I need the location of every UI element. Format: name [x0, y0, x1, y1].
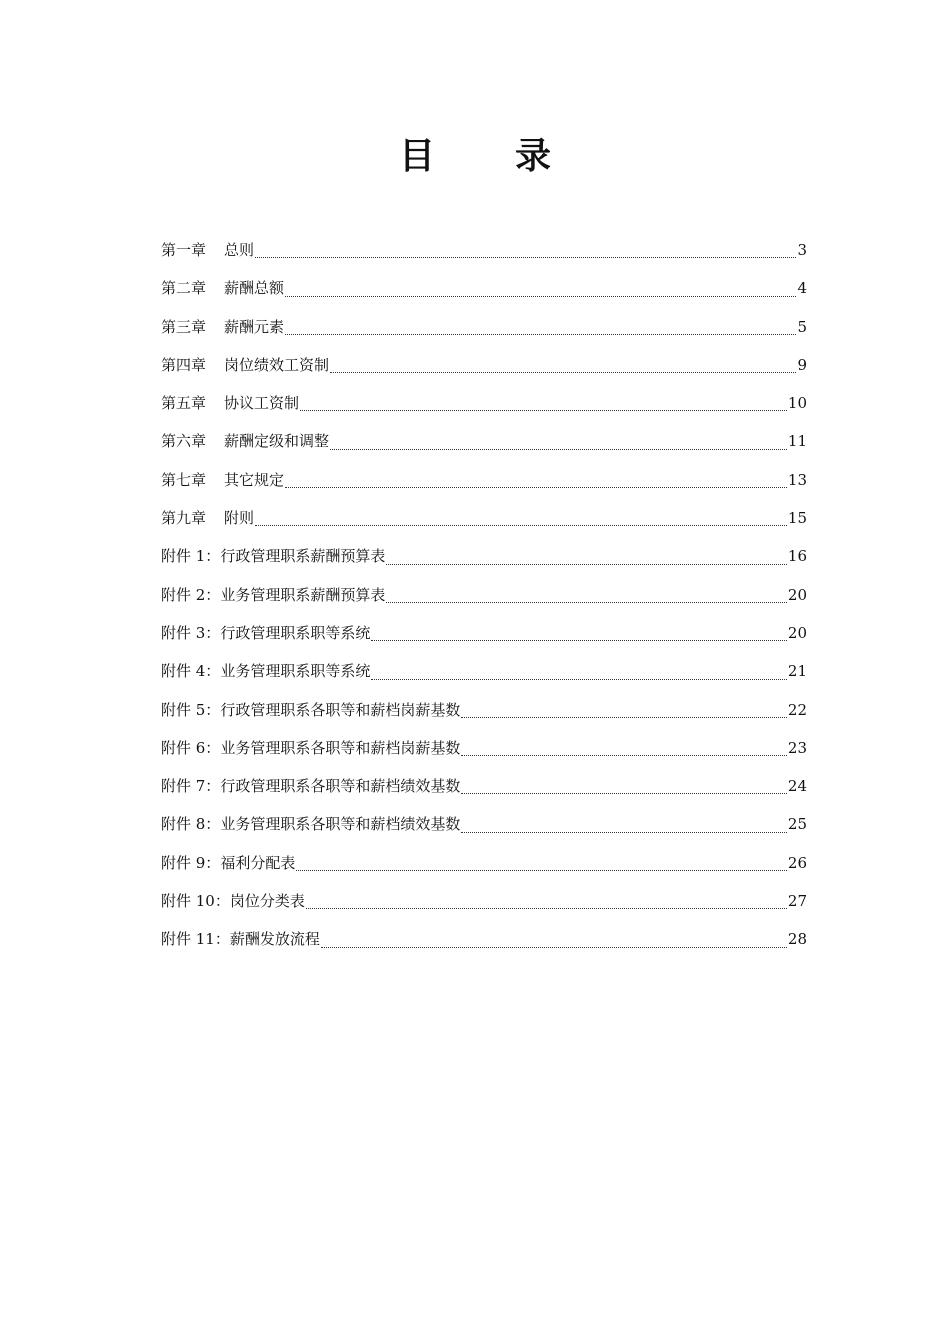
toc-entry-label	[161, 504, 254, 532]
toc-entry[interactable]	[161, 313, 807, 351]
toc-entry[interactable]	[161, 427, 807, 465]
toc-dot-leader	[461, 755, 787, 756]
page-title-char-1: 目	[398, 135, 435, 177]
toc-entry-page-number: 9	[797, 355, 807, 374]
toc-entry-text: 岗位分类表	[229, 892, 305, 911]
toc-dot-leader	[255, 257, 796, 258]
toc-dot-leader	[255, 525, 787, 526]
toc-entry-text: 其它规定	[224, 470, 285, 489]
toc-entry-prefix: 附件 6：	[161, 738, 221, 757]
toc-entry[interactable]	[161, 810, 807, 848]
toc-entry-text: 业务管理职系薪酬预算表	[220, 585, 386, 604]
toc-entry[interactable]	[161, 542, 807, 580]
toc-dot-leader	[296, 870, 787, 871]
toc-entry-text: 附则	[224, 509, 255, 528]
toc-dot-leader	[386, 602, 787, 603]
toc-entry-prefix: 第一章	[161, 241, 207, 259]
toc-entry-label	[161, 734, 460, 762]
toc-entry-text: 业务管理职系各职等和薪档绩效基数	[220, 815, 461, 834]
toc-dot-leader	[300, 410, 787, 411]
toc-entry-label	[161, 810, 460, 838]
toc-entry-page-number: 4	[797, 279, 807, 298]
toc-entry-page-number: 22	[787, 700, 807, 719]
toc-entry-page-number: 23	[787, 738, 807, 757]
toc-entry-prefix: 第五章	[161, 394, 207, 413]
toc-dot-leader	[285, 334, 796, 335]
toc-entry-label	[161, 351, 329, 379]
toc-entry-text: 协议工资制	[224, 394, 300, 413]
toc-dot-leader	[461, 793, 787, 794]
toc-entry-page-number: 25	[787, 815, 807, 834]
toc-entry-prefix: 附件 2：	[161, 585, 221, 604]
toc-dot-leader	[330, 449, 787, 450]
toc-entry-page-number: 24	[787, 777, 807, 796]
toc-entry-prefix: 第四章	[161, 355, 207, 374]
toc-entry-page-number: 20	[787, 585, 807, 604]
toc-entry-label	[161, 313, 284, 341]
toc-entry[interactable]	[161, 466, 807, 504]
toc-entry-label	[161, 389, 299, 417]
toc-entry-page-number: 15	[787, 509, 807, 528]
toc-entry-text: 行政管理职系薪酬预算表	[220, 547, 386, 566]
toc-dot-leader	[386, 564, 787, 565]
toc-entry-prefix: 附件 7：	[161, 777, 221, 796]
toc-entry-label	[161, 619, 370, 647]
toc-entry-text: 薪酬总额	[224, 279, 285, 298]
toc-entry-prefix: 附件 3：	[161, 623, 221, 642]
toc-entry[interactable]	[161, 581, 807, 619]
toc-entry-page-number: 3	[797, 241, 807, 259]
toc-entry-label	[161, 887, 305, 915]
toc-entry-label	[161, 542, 385, 570]
toc-entry-page-number: 20	[787, 623, 807, 642]
toc-entry-prefix: 附件 1：	[161, 547, 221, 566]
toc-entry-label	[161, 466, 284, 494]
toc-entry-text: 业务管理职系各职等和薪档岗薪基数	[220, 738, 461, 757]
toc-entry-text: 行政管理职系各职等和薪档绩效基数	[220, 777, 461, 796]
toc-entry-prefix: 附件 11：	[161, 930, 230, 949]
toc-entry-text: 行政管理职系职等系统	[220, 623, 371, 642]
toc-entry-page-number: 11	[787, 432, 807, 451]
toc-dot-leader	[371, 640, 787, 641]
toc-dot-leader	[371, 679, 787, 680]
toc-entry-prefix: 附件 4：	[161, 662, 221, 681]
toc-entry-label	[161, 274, 284, 302]
toc-list	[161, 236, 807, 964]
toc-entry[interactable]	[161, 925, 807, 963]
toc-entry-page-number: 13	[787, 470, 807, 489]
toc-entry-text: 岗位绩效工资制	[224, 355, 330, 374]
toc-entry[interactable]	[161, 351, 807, 389]
toc-entry-text: 薪酬元素	[224, 317, 285, 336]
toc-entry-text: 薪酬定级和调整	[224, 432, 330, 451]
toc-entry-label	[161, 925, 320, 953]
toc-dot-leader	[461, 832, 787, 833]
toc-dot-leader	[285, 487, 787, 488]
toc-entry-label	[161, 581, 385, 609]
toc-entry-prefix: 第二章	[161, 279, 207, 298]
toc-entry-prefix: 第七章	[161, 470, 207, 489]
toc-entry[interactable]	[161, 657, 807, 695]
toc-entry[interactable]	[161, 887, 807, 925]
toc-entry[interactable]	[161, 772, 807, 810]
toc-entry[interactable]	[161, 274, 807, 312]
toc-entry-prefix: 附件 10：	[161, 892, 230, 911]
toc-dot-leader	[330, 372, 796, 373]
toc-entry-page-number: 26	[787, 853, 807, 872]
toc-entry[interactable]	[161, 619, 807, 657]
toc-dot-leader	[461, 717, 787, 718]
toc-entry[interactable]	[161, 236, 807, 274]
toc-entry[interactable]	[161, 849, 807, 887]
toc-entry[interactable]	[161, 696, 807, 734]
toc-entry-page-number: 10	[787, 394, 807, 413]
toc-entry[interactable]	[161, 504, 807, 542]
toc-dot-leader	[306, 908, 787, 909]
toc-entry-prefix: 第六章	[161, 432, 207, 451]
toc-dot-leader	[321, 947, 787, 948]
toc-entry-prefix: 第三章	[161, 317, 207, 336]
toc-entry-page-number: 28	[787, 930, 807, 949]
toc-entry[interactable]	[161, 389, 807, 427]
toc-entry-label	[161, 657, 370, 685]
toc-entry-page-number: 27	[787, 892, 807, 911]
toc-entry[interactable]	[161, 734, 807, 772]
toc-entry-text: 薪酬发放流程	[229, 930, 320, 949]
toc-entry-label	[161, 236, 254, 264]
toc-entry-page-number: 21	[787, 662, 807, 681]
toc-entry-prefix: 附件 5：	[161, 700, 221, 719]
page-title	[0, 132, 950, 180]
toc-entry-page-number: 16	[787, 547, 807, 566]
toc-entry-label	[161, 696, 460, 724]
toc-entry-label	[161, 849, 295, 877]
toc-entry-text: 总则	[224, 241, 255, 259]
toc-entry-label	[161, 427, 329, 455]
page-title-char-2: 录	[515, 135, 552, 177]
toc-entry-page-number: 5	[797, 317, 807, 336]
toc-entry-text: 业务管理职系职等系统	[220, 662, 371, 681]
toc-entry-text: 行政管理职系各职等和薪档岗薪基数	[220, 700, 461, 719]
toc-dot-leader	[285, 296, 796, 297]
toc-entry-label	[161, 772, 460, 800]
toc-entry-prefix: 附件 9：	[161, 853, 221, 872]
toc-entry-prefix: 附件 8：	[161, 815, 221, 834]
toc-entry-text: 福利分配表	[220, 853, 296, 872]
toc-entry-prefix: 第九章	[161, 509, 207, 528]
